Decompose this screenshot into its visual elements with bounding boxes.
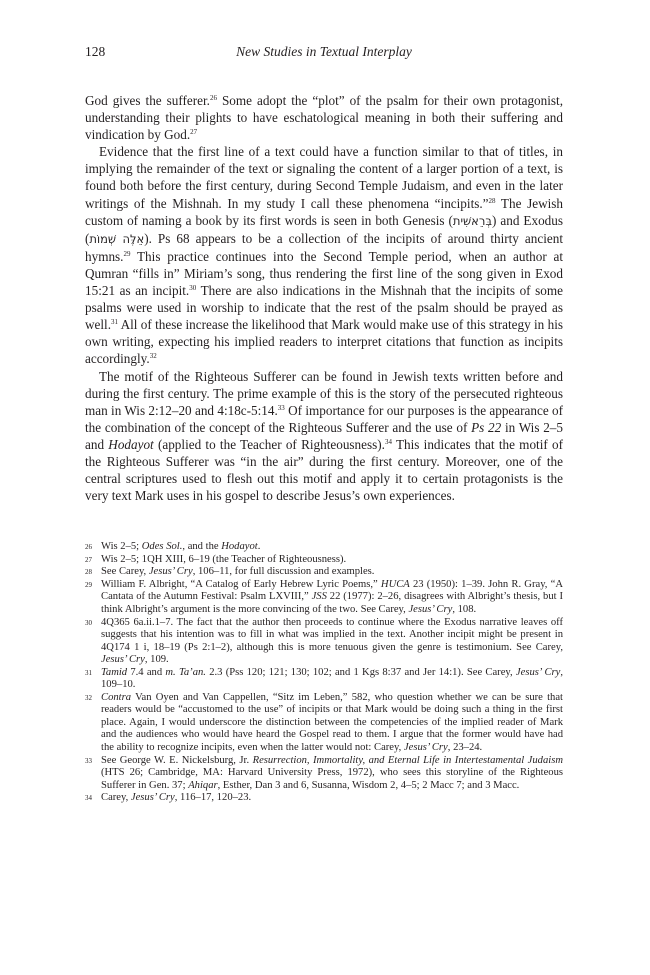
footnote-ref-28[interactable]: 28 (488, 196, 496, 205)
paragraph-3: The motif of the Righteous Sufferer can be found in Jewish texts written before and during the first century. The prime example of this is the story of the persecuted righteous man in Wis 2:12–20 and 4:18c-5:14.33 Of importance for our purposes is the appearance of the combination of the concept of the Righteous Sufferer and the use of Ps 22 in Wis 2–5 and Hodayot (applied to the Teacher of Righteousness).$^{34}$ This indicates that the motif of the Righteous Sufferer was “in the air” during the first century. Moreover, one of the central scriptures used to flesh out this motif and apply it to certain protagonists is the very text Mark uses in his gospel to describe Jesus’s own experiences. (85, 368, 563, 504)
footnote-26: 26 Wis 2–5; Odes Sol., and the Hodayot. (85, 541, 261, 553)
footnote-ref-27[interactable]: 27 (190, 128, 198, 137)
footnote-ref-26[interactable]: 26 (209, 94, 217, 102)
running-title: New Studies in Textual Interplay (236, 44, 412, 59)
body-text (85, 92, 563, 504)
paragraph-1: God gives the sufferer.$^{26}$ Some adopt the “plot” of the psalm for their own protagonist, understanding their plights to have eschatological meaning in both their suffering and vindication by God.$^{27}$ (85, 93, 564, 143)
footnote-ref-32[interactable]: 32 (149, 352, 157, 361)
footnote-32: 32 Contra Van Oyen and Van Cappellen, “Sitz im Leben,” 582, who question whether we can be sure that readers would be “accustomed to the use” of incipits or that Mark would be doing such a thing in the first place. Again, I would underscore the distinction between the competencies of the implied reader of Mark and the audiences who would have heard the Gospel read to them. I argue that the former would have had the ability to recognize incipits, even when the latter would not: Carey, Jesus’ Cry, 23–24. (85, 691, 563, 753)
book-page (85, 44, 563, 805)
page-number: 128 (85, 44, 106, 59)
hebrew-genesis-title: בְּרֵאשִׁית (452, 213, 493, 228)
footnote-ref-34[interactable]: 34 (384, 437, 392, 446)
footnote-34: 34 Carey, Jesus’ Cry, 116–17, 120–23. (85, 792, 252, 804)
footnote-30: 30 4Q365 6a.ii.1–7. The fact that the author then proceeds to continue where the Exodus narrative leaves off suggests that his intention was to fill in what was implied in the text. Another incipit might be present in 4Q174 1 i, 18–19 (Ps 2:1–2), although this is more tenuous given the genre is testimonium. See Carey, Jesus’ Cry, 109. (85, 616, 563, 666)
paragraph-2: Evidence that the first line of a text could have a function similar to that of titles, in implying the remainder of the text or signaling the content of a larger portion of a text, is found both before the first century, during Second Temple Judaism, and even in the later writings of the Mishnah. In my study I call these phenomena “incipits.”$^{28}$ The Jewish custom of naming a book by its first words is seen in both Genesis (בְּרֵאשִׁית) and Exodus (אֵלֶּה שְׁמוֹת). Ps 68 appears to be a collection of the incipits of around thirty ancient hymns.$^{29}$ This practice continues into the Second Temple period, when an author at Qumran “fills in” Miriam’s song, thus rendering the first line of the song given in Exod 15:21 as an incipit.$^{30}$ There are also indications in the Mishnah that the incipits of some psalms were used in worship to indicate that the rest of the psalm should be prayed as well.$^{31}$ All of these increase the likelihood that Mark would make use of this strategy in his own writing, expecting his implied readers to interpret citations that function as incipits accordingly.$^{32}$ (85, 144, 563, 367)
hebrew-exodus-title: אֵלֶּה שְׁמוֹת (89, 231, 145, 246)
footnote-33: 33 See George W. E. Nickelsburg, Jr. Resurrection, Immortality, and Eternal Life in Intertestamental Judaism (HTS 26; Cambridge, MA: Harvard University Press, 1972), who sees this storyline of the Righteous Sufferer in Gen. 37; Ahiqar, Esther, Dan 3 and 6, Susanna, Wisdom 2, 4–5; 2 Macc 7; and 3 Macc. (85, 754, 563, 791)
footnote-ref-33[interactable]: 33 (277, 403, 285, 412)
running-head (85, 44, 563, 66)
footnote-ref-31[interactable]: 31 (111, 318, 119, 327)
footnote-29: 29 William F. Albright, “A Catalog of Early Hebrew Lyric Poems,” HUCA 23 (1950): 1–39. John R. Gray, “A Cantata of the Autumn Festival: Psalm LXVIII,” JSS 22 (1977): 2–26, disagrees with Albright’s thesis, but I think Albright’s argument is the more convincing of the two. See Carey, Jesus’ Cry, 108. (85, 578, 563, 615)
footnote-ref-29[interactable]: 29 (123, 249, 131, 258)
footnote-31: 31 Tamid 7.4 and m. Ta’an. 2.3 (Pss 120; 121; 130; 102; and 1 Kgs 8:37 and Jer 14:1). See Carey, Jesus’ Cry, 109–10. (85, 666, 564, 691)
footnotes (85, 541, 563, 804)
footnote-27: 27 Wis 2–5; 1QH XIII, 6–19 (the Teacher of Righteousness). (85, 553, 347, 565)
footnote-28: 28 See Carey, Jesus’ Cry, 106–11, for full discussion and examples. (85, 566, 375, 578)
footnote-ref-30[interactable]: 30 (189, 284, 197, 293)
